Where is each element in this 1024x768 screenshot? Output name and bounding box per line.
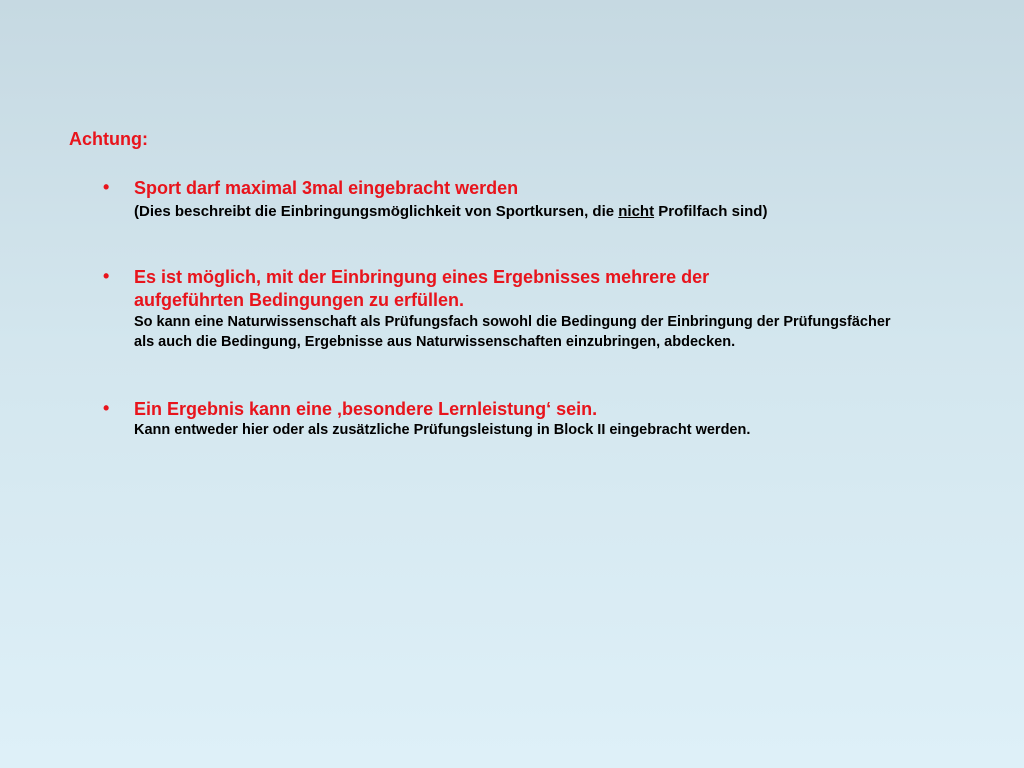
bullet-1-sub-before: (Dies beschreibt die Einbringungsmöglichkeit von Sportkursen, die — [134, 203, 619, 220]
bullet-3-sub-text: Kann entweder hier oder als zusätzliche Prüfungsleistung in Block II eingebracht werden. — [134, 422, 751, 438]
bullet-1-main-text: Sport darf maximal 3mal eingebracht werden — [134, 178, 519, 198]
slide-heading: Achtung: — [69, 129, 148, 149]
bullet-1-icon: • — [103, 177, 110, 197]
bullet-3-icon: • — [103, 398, 110, 418]
bullet-1-sub-text — [134, 201, 879, 222]
bullet-2-icon: • — [103, 266, 110, 286]
bullet-2-main-text: Es ist möglich, mit der Einbringung eines Ergebnisses mehrere der aufgeführten Bedingungen zu erfüllen. — [134, 267, 710, 310]
bullet-3-main-text: Ein Ergebnis kann eine ‚besondere Lernleistung‘ sein. — [134, 399, 598, 419]
bullet-1-sub-underlined: nicht — [618, 203, 655, 220]
bullet-1-sub-after: Profilfach sind) — [654, 203, 768, 220]
bullet-2-sub-text: So kann eine Naturwissenschaft als Prüfungsfach sowohl die Bedingung der Einbringung der Prüfungsfächer als auch die Bedingung, Ergebnisse aus Naturwissenschaften einzubringen, abdecken. — [134, 314, 891, 350]
